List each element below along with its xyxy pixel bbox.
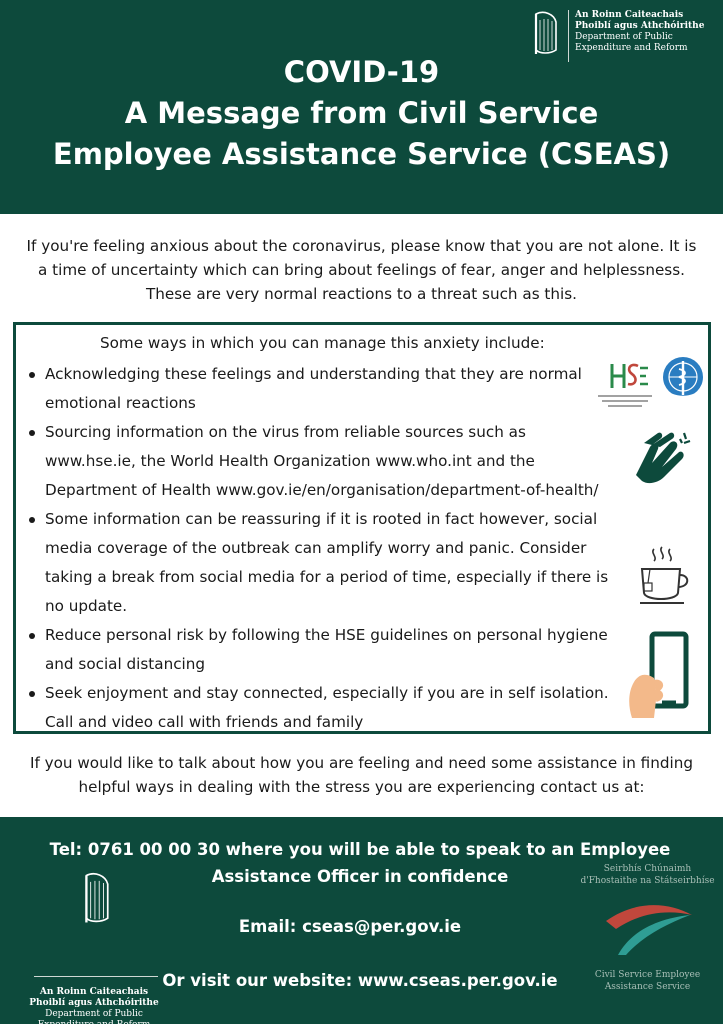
department-logo-footer — [24, 869, 164, 1030]
department-name: An Roinn Caiteachais Phoiblí agus Athchóirithe Department of Public Expenditure and Reform — [29, 987, 159, 1030]
harp-icon — [530, 10, 560, 58]
department-name: An Roinn Caiteachais Phoiblí agus Athchóirithe Department of Public Expenditure and Reform — [575, 10, 705, 53]
tips-intro: Some ways in which you can manage this anxiety include: — [100, 334, 545, 352]
harp-icon — [80, 871, 112, 927]
washing-hands-icon — [630, 429, 694, 489]
cseas-english-name: Civil Service Employee Assistance Service — [594, 970, 701, 992]
cseas-irish-name: Seirbhís Chúnaimh d'Fhostaithe na Státseirbhíse — [580, 864, 715, 886]
tip-item: Acknowledging these feelings and understanding that they are normal emotional reactions — [26, 360, 616, 418]
tips-list — [26, 360, 616, 737]
who-logo-icon — [659, 353, 707, 403]
email-contact[interactable]: Email: cseas@per.gov.ie — [238, 917, 462, 936]
footer-banner — [0, 817, 723, 1030]
tip-item: Sourcing information on the virus from reliable sources such as www.hse.ie, the World Health Organization www.who.int and the Department of Health www.gov.ie/en/organisation/department-of-health/ — [26, 418, 616, 505]
closing-paragraph: If you would like to talk about how you are feeling and need some assistance in finding helpful ways in dealing with the stress you are experiencing contact us at: — [30, 754, 693, 796]
page-title — [0, 52, 723, 175]
tea-cup-icon — [636, 545, 690, 609]
title-line: Employee Assistance Service (CSEAS) — [52, 137, 671, 171]
cseas-logo — [580, 863, 715, 1013]
title-line: COVID-19 — [283, 55, 440, 89]
website-link[interactable]: Or visit our website: www.cseas.per.gov.ie — [162, 971, 558, 990]
header-banner — [0, 0, 723, 214]
logo-divider — [34, 976, 158, 977]
tip-item: Reduce personal risk by following the HSE guidelines on personal hygiene and social distancing — [26, 621, 616, 679]
cseas-mark-icon — [604, 899, 694, 957]
tip-item: Seek enjoyment and stay connected, especially if you are in self isolation. Call and video call with friends and family — [26, 679, 616, 737]
tip-item: Some information can be reassuring if it is rooted in fact however, social media coverage of the outbreak can amplify worry and panic. Consider taking a break from social media for a period of time, especially if there is no update. — [26, 505, 616, 621]
hse-logo-icon — [594, 358, 656, 410]
intro-paragraph: If you're feeling anxious about the coronavirus, please know that you are not alone. It is a time of uncertainty which can bring about feelings of fear, anger and helplessness. These are very normal reactions to a threat such as this. — [26, 237, 697, 303]
title-line: A Message from Civil Service — [124, 96, 599, 130]
mobile-phone-icon — [626, 630, 696, 722]
telephone-contact: Tel: 0761 00 00 30 where you will be able to speak to an Employee Assistance Officer in confidence — [49, 840, 671, 886]
tips-box — [13, 322, 711, 734]
